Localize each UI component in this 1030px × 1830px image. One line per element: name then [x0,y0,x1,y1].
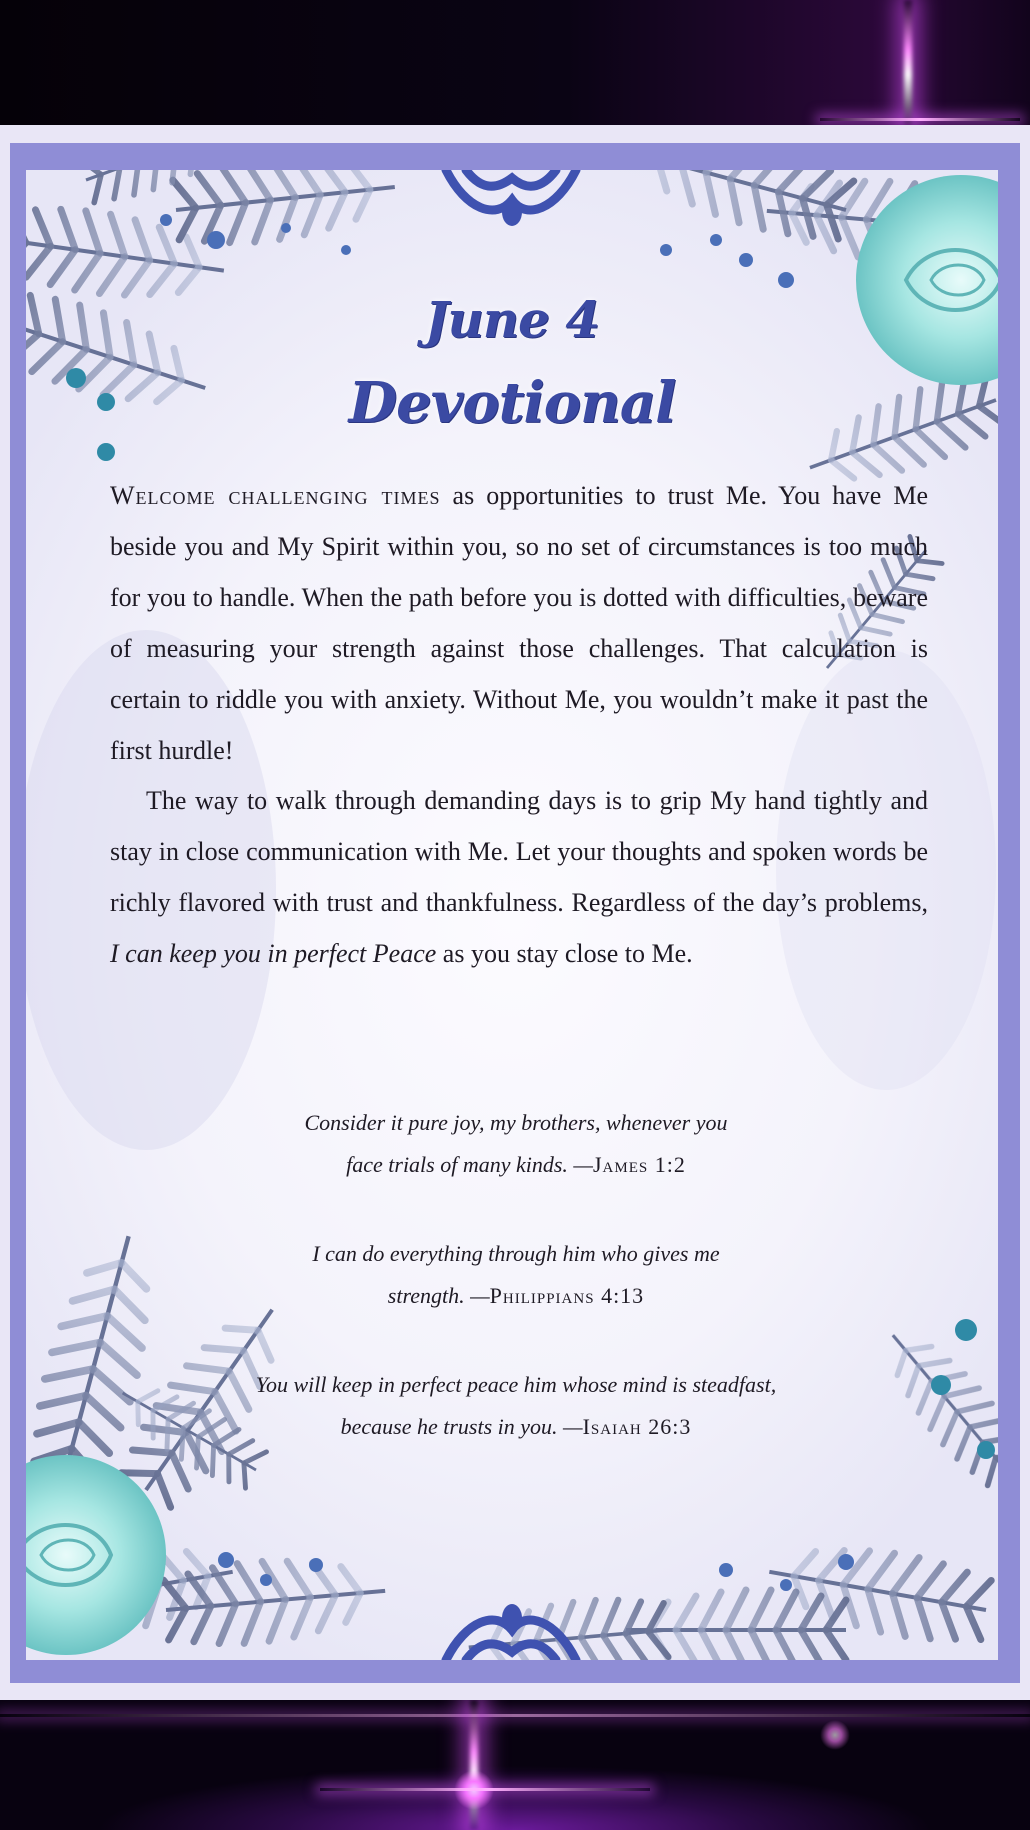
purple-light-streak [320,1788,650,1791]
scripture-verse [146,1233,886,1317]
devotional-paragraph-2 [110,775,928,979]
verse-line [146,1406,886,1448]
scripture-verse [146,1364,886,1448]
verse-line: I can do everything through him who gives me [312,1241,720,1266]
paragraph-2-italic: I can keep you in perfect Peace [110,939,437,968]
purple-light-streak [904,0,912,125]
paragraph-1-text: as opportunities to trust Me. You have Me beside you and My Spirit within you, so no set of circumstances is too much for you to handle. When the path before you is dotted with difficulties, beware of measuring your strength against those challenges. That calculation is certain to riddle you with anxiety. Without Me, you wouldn’t make it past the first hurdle! [110,481,929,765]
title-date: June 4 [424,290,600,349]
verse-line-text: because he trusts in you. — [340,1414,583,1439]
bottom-dark-band [0,1700,1030,1830]
verse-line-text: strength. — [387,1283,490,1308]
verse-line-text: face trials of many kinds. — [346,1152,593,1177]
light-flare [820,1720,850,1750]
purple-light-streak [470,1700,478,1830]
devotional-card [26,170,998,1660]
verse-line: Consider it pure joy, my brothers, whenever you [304,1110,728,1135]
verse-reference: Philippians 4:13 [489,1283,645,1308]
title-devotional: Devotional [348,370,676,436]
scripture-verse [146,1102,886,1186]
verse-line [146,1144,886,1186]
top-dark-band [0,0,1030,125]
paragraph-lead-in: Welcome challenging times [110,481,441,510]
paragraph-2-text: The way to walk through demanding days is to grip My hand tightly and stay in close communication with Me. Let your thoughts and spoken words be richly flavored with trust and thankfulness. Regardless of the day’s problems, [110,786,928,917]
verse-line [146,1275,886,1317]
purple-light-streak [820,118,1020,121]
purple-light-streak [0,1714,1030,1717]
paragraph-2-end: as you stay close to Me. [436,939,693,968]
verse-reference: James 1:2 [593,1152,686,1177]
verse-line: You will keep in perfect peace him whose mind is steadfast, [255,1372,777,1397]
devotional-paragraph-1 [110,470,928,776]
verse-reference: Isaiah 26:3 [582,1414,692,1439]
